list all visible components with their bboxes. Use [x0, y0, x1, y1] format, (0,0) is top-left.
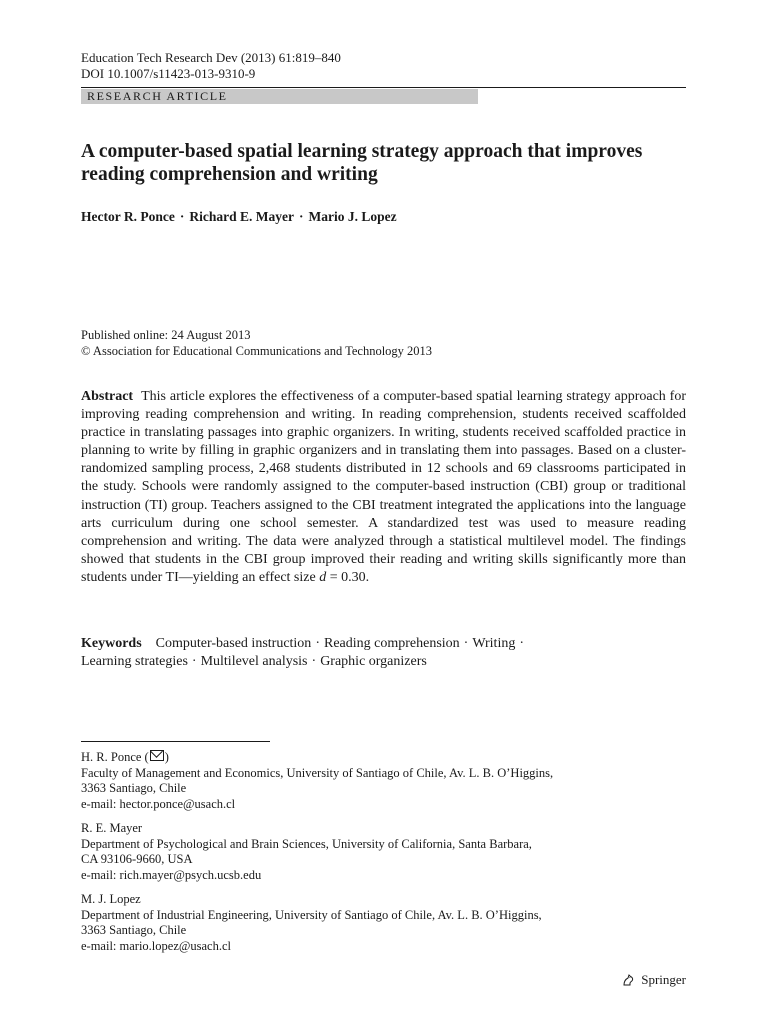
article-type-bar [81, 87, 686, 104]
paper-title: A computer-based spatial learning strategy approach that improves reading comprehension and writing [81, 141, 643, 185]
affiliation-line: Department of Industrial Engineering, University of Santiago of Chile, Av. L. B. O’Higgins, [81, 907, 542, 922]
keyword-separator: · [519, 636, 524, 651]
affiliation-author-name: H. R. Ponce ( [81, 750, 149, 764]
keyword: Writing [472, 636, 516, 651]
affiliation-email[interactable]: e-mail: hector.ponce@usach.cl [81, 796, 236, 811]
affiliation-mayer [81, 821, 691, 883]
affiliation-author [81, 750, 691, 766]
author-separator: · [179, 209, 185, 224]
publication-info [81, 327, 432, 359]
keyword-separator: · [463, 636, 469, 651]
affiliation-author-name-suffix: ) [164, 750, 169, 764]
envelope-icon[interactable] [150, 750, 164, 761]
author-name[interactable]: Hector R. Ponce [81, 209, 175, 224]
abstract-label: Abstract [81, 389, 134, 404]
affiliation-lopez [81, 892, 691, 954]
author-separator: · [298, 209, 304, 224]
effect-size-symbol: d [319, 569, 327, 585]
affiliation-email[interactable]: e-mail: rich.mayer@psych.ucsb.edu [81, 867, 262, 882]
springer-horse-icon [621, 973, 635, 987]
keyword-separator: · [191, 654, 197, 669]
doi[interactable]: DOI 10.1007/s11423-013-9310-9 [81, 66, 256, 81]
keyword: Computer-based instruction [155, 636, 312, 651]
abstract [81, 388, 686, 587]
affiliation-email[interactable]: e-mail: mario.lopez@usach.cl [81, 938, 231, 953]
keyword: Multilevel analysis [200, 654, 308, 669]
affiliation-author-name: M. J. Lopez [81, 892, 141, 906]
article-type-label: RESEARCH ARTICLE [87, 89, 228, 103]
keyword-separator: · [311, 654, 317, 669]
affiliation-ponce [81, 750, 691, 812]
keyword: Learning strategies [81, 654, 188, 669]
journal-meta [81, 50, 341, 82]
affiliation-line: 3363 Santiago, Chile [81, 923, 187, 938]
affiliation-line: Faculty of Management and Economics, University of Santiago of Chile, Av. L. B. O’Higgins, [81, 765, 554, 780]
affiliation-line: 3363 Santiago, Chile [81, 781, 187, 796]
author-list [81, 209, 397, 225]
footnote-rule [81, 741, 270, 742]
copyright-notice: © Association for Educational Communications and Technology 2013 [81, 344, 433, 358]
effect-size-value: = 0.30. [326, 569, 370, 585]
author-name[interactable]: Richard E. Mayer [189, 209, 294, 224]
keywords [81, 635, 686, 671]
journal-citation: Education Tech Research Dev (2013) 61:819–840 [81, 50, 341, 65]
keywords-label: Keywords [81, 636, 142, 651]
affiliation-author-name: R. E. Mayer [81, 821, 143, 835]
keyword: Reading comprehension [323, 636, 460, 651]
author-name[interactable]: Mario J. Lopez [308, 209, 397, 224]
publisher-name: Springer [641, 972, 686, 987]
publisher-logo [621, 972, 686, 988]
published-online-date: Published online: 24 August 2013 [81, 328, 251, 342]
affiliation-line: Department of Psychological and Brain Sciences, University of California, Santa Barbara, [81, 836, 532, 851]
abstract-text: This article explores the effectiveness of a computer-based spatial learning strategy approach for improving reading comprehension and writing. In reading comprehension, students received scaffolded practice in translating passages into graphic organizers. In writing, students received scaffolded practice in planning to write by filling in graphic organizers and in translating them into passages. Based on a cluster-randomized sampling process, 2,468 students distributed in 12 schools and 69 classrooms participated in the study. Schools were randomly assigned to the computer-based instruction (CBI) group or traditional instruction (TI) group. Teachers assigned to the CBI treatment integrated the applications into the language arts curriculum during one school semester. A standardized test was used to measure reading comprehension and writing. The data were analyzed through a statistical multilevel model. The findings showed that students in the CBI group improved their reading and writing skills significantly more than students under TI—yielding an effect size [81, 389, 686, 585]
affiliation-line: CA 93106-9660, USA [81, 852, 193, 867]
keyword-separator: · [315, 636, 320, 651]
keyword: Graphic organizers [320, 654, 427, 669]
